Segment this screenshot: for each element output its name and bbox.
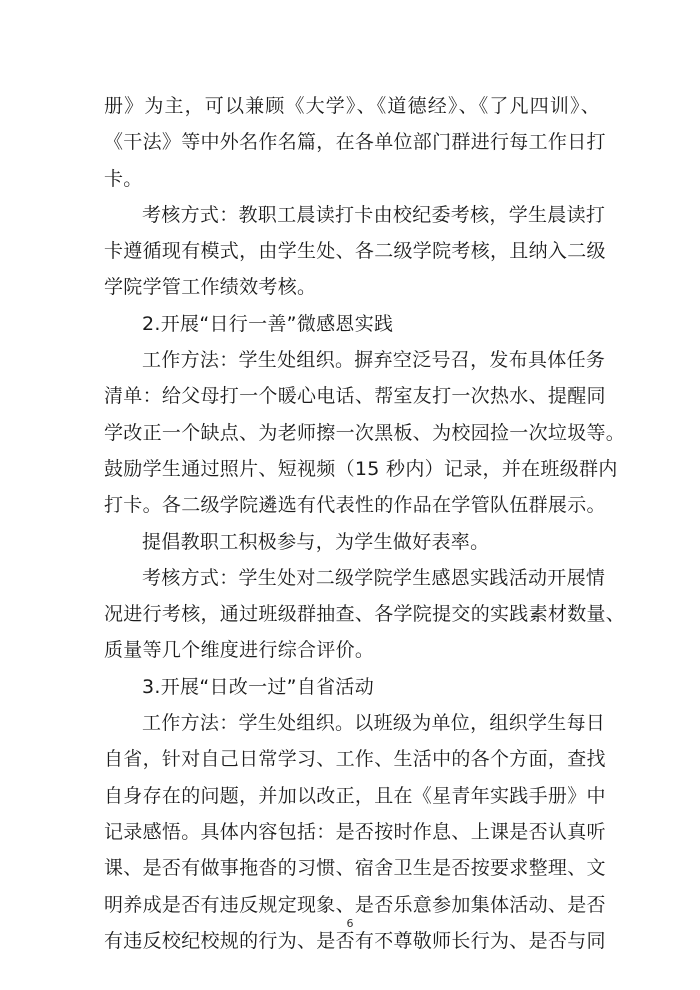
text-line: 课、是否有做事拖沓的习惯、宿舍卫生是否按要求整理、文	[104, 857, 606, 880]
text-line: 清单：给父母打一个暖心电话、帮室友打一次热水、提醒同	[104, 385, 606, 408]
text-line: 工作方法：学生处组织。摒弃空泛号召，发布具体任务	[142, 349, 606, 372]
section-heading: 2.开展“日行一善”微感恩实践	[142, 312, 394, 335]
text-line: 有违反校纪校规的行为、是否有不尊敬师长行为、是否与同	[104, 929, 606, 952]
text-line: 《干法》等中外名作名篇，在各单位部门群进行每工作日打	[104, 131, 606, 154]
body-text	[104, 88, 626, 959]
page-number: 6	[346, 917, 354, 930]
text-line: 明养成是否有违反规定现象、是否乐意参加集体活动、是否	[104, 893, 606, 916]
text-line: 卡。	[104, 167, 143, 190]
text-line: 卡遵循现有模式，由学生处、各二级学院考核，且纳入二级	[104, 240, 606, 263]
text-line: 提倡教职工积极参与，为学生做好表率。	[142, 530, 490, 553]
text-line: 学改正一个缺点、为老师擦一次黑板、为校园捡一次垃圾等。	[104, 421, 626, 444]
text-line: 学院学管工作绩效考核。	[104, 276, 317, 299]
text-line: 自省，针对自己日常学习、工作、生活中的各个方面，查找	[104, 748, 606, 771]
text-line: 自身存在的问题，并加以改正，且在《星青年实践手册》中	[104, 784, 606, 807]
text-line: 打卡。各二级学院遴选有代表性的作品在学管队伍群展示。	[104, 494, 606, 517]
section-heading: 3.开展“日改一过”自省活动	[142, 675, 375, 698]
text-line: 考核方式：教职工晨读打卡由校纪委考核，学生晨读打	[142, 203, 606, 226]
text-line: 工作方法：学生处组织。以班级为单位，组织学生每日	[142, 712, 606, 735]
text-line: 质量等几个维度进行综合评价。	[104, 639, 375, 662]
text-line: 考核方式：学生处对二级学院学生感恩实践活动开展情	[142, 566, 606, 589]
text-line: 册》为主，可以兼顾《大学》、《道德经》、《了凡四训》、	[104, 95, 600, 117]
text-line: 况进行考核，通过班级群抽查、各学院提交的实践素材数量、	[104, 603, 626, 626]
text-line: 记录感悟。具体内容包括：是否按时作息、上课是否认真听	[104, 820, 606, 843]
text-line: 鼓励学生通过照片、短视频（15 秒内）记录，并在班级群内	[104, 457, 618, 480]
